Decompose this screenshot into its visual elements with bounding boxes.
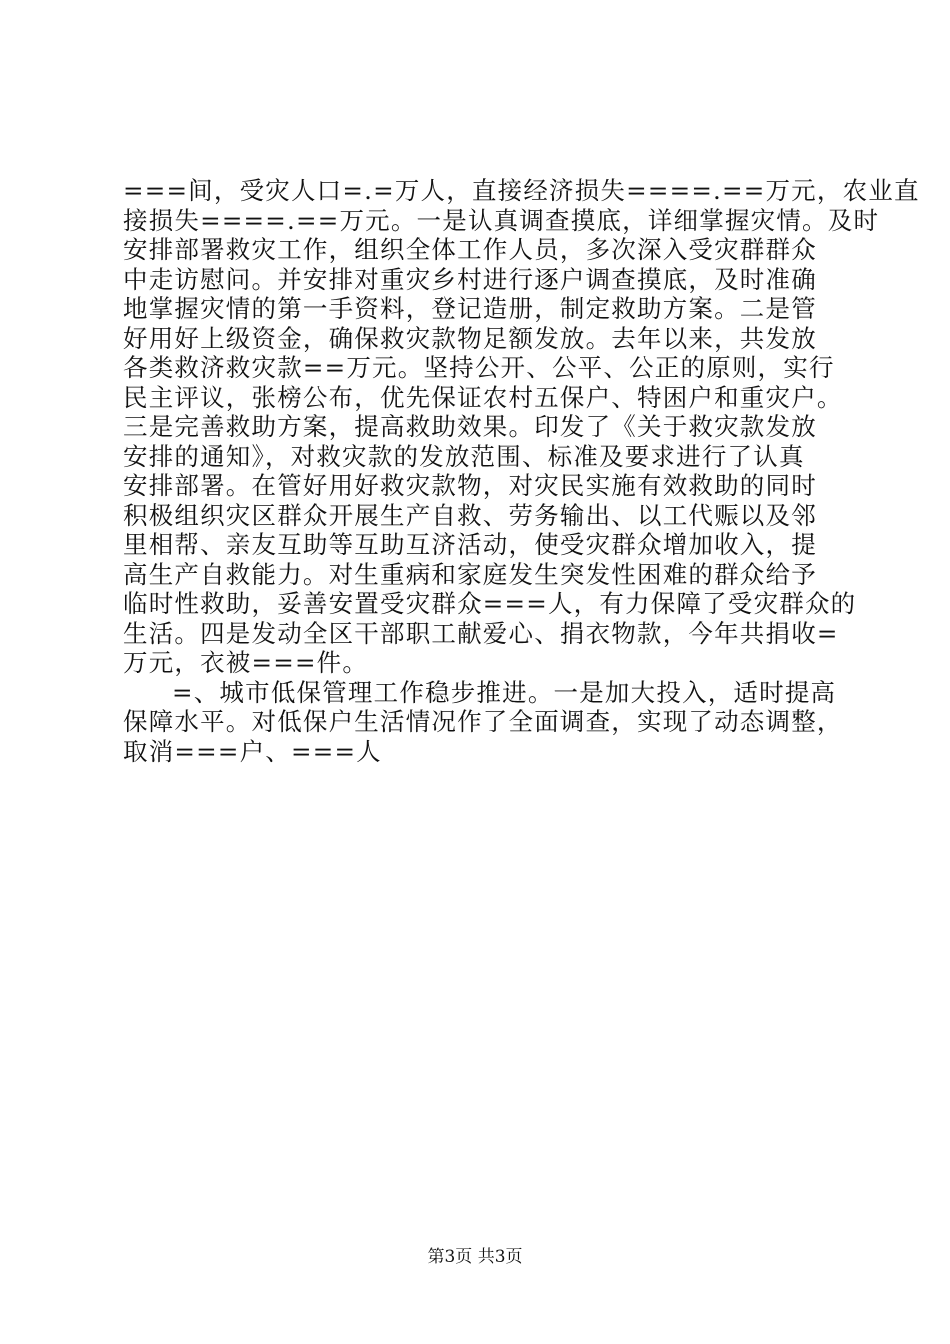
text-line: 积极组织灾区群众开展生产自救、劳务输出、以工代赈以及邻 [123,500,817,530]
text-line: 民主评议，张榜公布，优先保证农村五保户、特困户和重灾户。 [123,382,843,412]
text-line: 万元，衣被===件。 [123,648,369,677]
text-line: 各类救济救灾款==万元。坚持公开、公平、公正的原则，实行 [123,353,835,382]
text-line: 安排的通知》，对救灾款的发放范围、标准及要求进行了认真 [123,441,805,471]
body-text [123,176,920,766]
text-line: 中走访慰问。并安排对重灾乡村进行逐户调查摸底，及时准确 [123,264,817,294]
text-line: 生活。四是发动全区干部职工献爱心、捐衣物款，今年共捐收= [123,618,839,648]
text-line: 三是完善救助方案，提高救助效果。印发了《关于救灾款发放 [123,412,817,441]
text-line: 里相帮、亲友互助等互助互济活动，使受灾群众增加收入，提 [123,530,817,559]
text-line: 好用好上级资金，确保救灾款物足额发放。去年以来，共发放 [123,323,817,353]
text-line: 高生产自救能力。对生重病和家庭发生突发性困难的群众给予 [123,559,817,589]
text-line: 接损失====.==万元。一是认真调查摸底，详细掌握灾情。及时 [123,205,880,235]
paragraph-start-line: =、城市低保管理工作稳步推进。一是加大投入，适时提高 [172,677,837,707]
text-line: 地掌握灾情的第一手资料，登记造册，制定救助方案。二是管 [123,294,817,323]
text-line: 临时性救助，妥善安置受灾群众===人，有力保障了受灾群众的 [123,589,857,618]
text-line: 保障水平。对低保户生活情况作了全面调查，实现了动态调整， [123,707,843,736]
page-number: 第3页 共3页 [427,1247,523,1267]
text-line: 安排部署救灾工作，组织全体工作人员，多次深入受灾群群众 [123,235,817,264]
text-line: 安排部署。在管好用好救灾款物，对灾民实施有效救助的同时 [123,471,817,500]
text-line: ===间，受灾人口=.=万人，直接经济损失====.==万元，农业直 [123,176,920,205]
page-footer [0,1242,950,1267]
text-line: 取消===户、===人 [123,736,382,766]
